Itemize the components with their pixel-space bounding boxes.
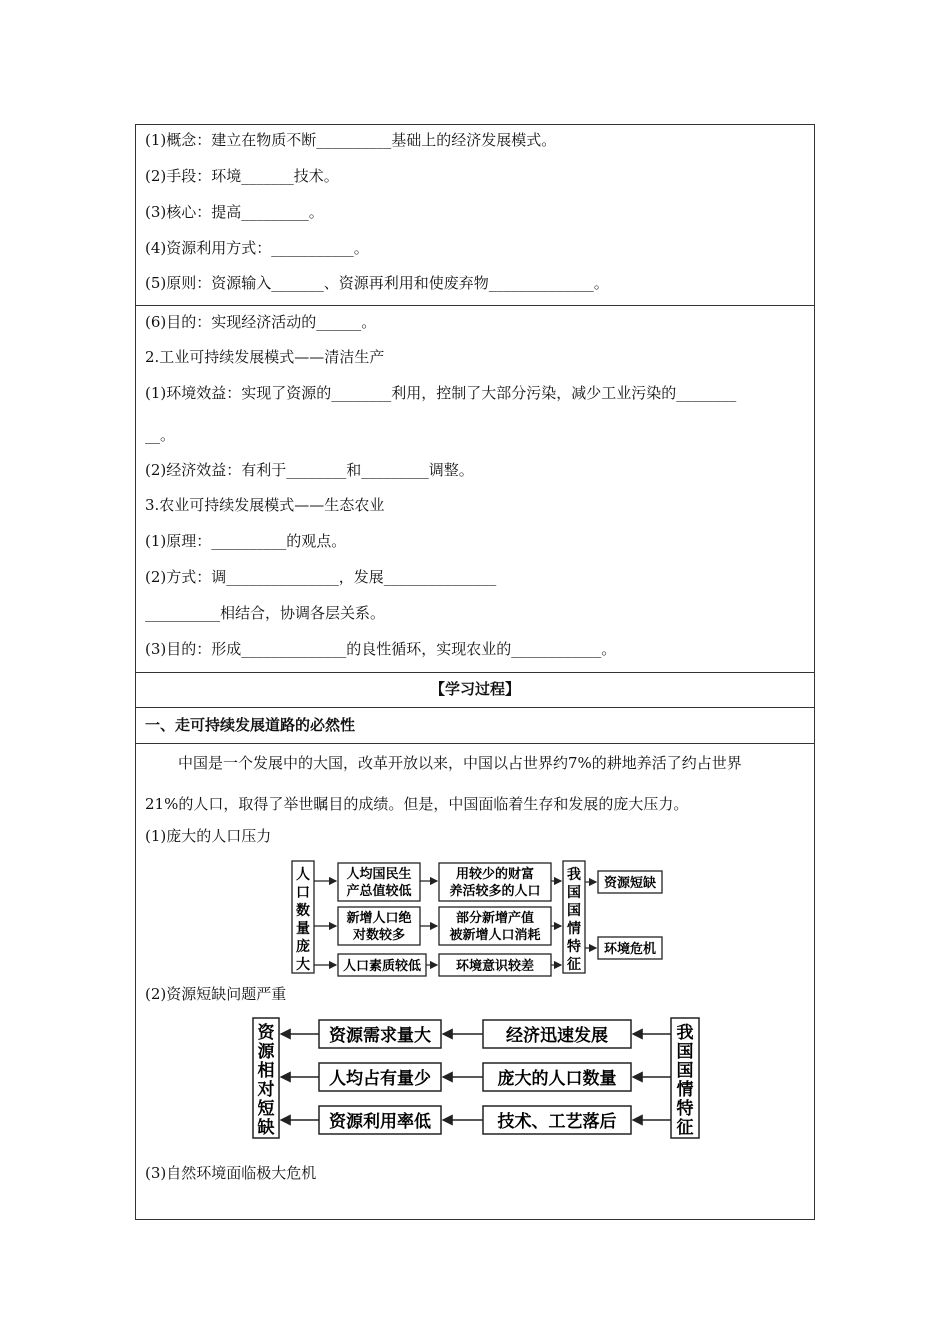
left-char: 口 bbox=[296, 885, 310, 901]
right-char: 特 bbox=[676, 1099, 694, 1119]
text-line: (1)概念：建立在物质不断__________基础上的经济发展模式。 bbox=[145, 131, 557, 149]
box-text: 资源需求量大 bbox=[329, 1026, 431, 1046]
right-char: 国 bbox=[676, 1061, 694, 1081]
box-text: 被新增人口消耗 bbox=[449, 928, 541, 943]
section-header: 【学习过程】 bbox=[429, 680, 520, 698]
box-text: 环境危机 bbox=[603, 942, 657, 957]
divider bbox=[135, 672, 815, 673]
box-text: 部分新增产值 bbox=[455, 911, 535, 926]
left-char: 庞 bbox=[296, 939, 310, 955]
text-line: (2)手段：环境_______技术。 bbox=[145, 167, 339, 185]
population-pressure-diagram bbox=[280, 855, 680, 980]
mid-char: 征 bbox=[567, 957, 581, 973]
paragraph-line: 21%的人口，取得了举世瞩目的成绩。但是，中国面临着生存和发展的庞大压力。 bbox=[145, 795, 689, 813]
left-char: 资 bbox=[257, 1023, 275, 1043]
box-text: 产总值较低 bbox=[346, 884, 412, 899]
box-text: 人均占有量少 bbox=[329, 1069, 431, 1089]
text-line: (2)经济效益：有利于________和_________调整。 bbox=[145, 461, 474, 479]
section-heading: 一、走可持续发展道路的必然性 bbox=[145, 716, 356, 734]
left-char: 源 bbox=[257, 1042, 275, 1062]
list-item: (1)庞大的人口压力 bbox=[145, 827, 272, 845]
box-text: 资源短缺 bbox=[603, 876, 657, 891]
box-text: 人口素质较低 bbox=[342, 959, 422, 974]
right-char: 国 bbox=[676, 1042, 694, 1062]
box-text: 资源利用率低 bbox=[329, 1112, 431, 1132]
mid-char: 特 bbox=[567, 939, 581, 955]
box-text: 养活较多的人口 bbox=[449, 884, 541, 899]
divider bbox=[135, 707, 815, 708]
text-line: (4)资源利用方式：___________。 bbox=[145, 239, 369, 257]
left-char: 短 bbox=[257, 1099, 275, 1119]
text-line: (1)环境效益：实现了资源的________利用，控制了大部分污染，减少工业污染的________ bbox=[145, 384, 737, 402]
text-line: (2)方式：调_______________，发展_______________ bbox=[145, 568, 497, 586]
right-char: 我 bbox=[676, 1023, 694, 1043]
left-char: 对 bbox=[257, 1080, 275, 1100]
list-item: (3)自然环境面临极大危机 bbox=[145, 1164, 317, 1182]
resource-shortage-diagram bbox=[245, 1010, 705, 1145]
mid-char: 国 bbox=[567, 885, 581, 901]
text-line: __________相结合，协调各层关系。 bbox=[145, 604, 386, 622]
box-text: 经济迅速发展 bbox=[506, 1026, 608, 1046]
divider bbox=[135, 305, 815, 306]
box-text: 环境意识较差 bbox=[455, 959, 535, 974]
left-char: 人 bbox=[296, 867, 310, 883]
left-char: 数 bbox=[296, 903, 310, 919]
text-line: (3)核心：提高_________。 bbox=[145, 203, 324, 221]
box-text: 对数较多 bbox=[352, 928, 406, 943]
box-text: 技术、工艺落后 bbox=[497, 1112, 617, 1132]
text-line: (6)目的：实现经济活动的______。 bbox=[145, 313, 377, 331]
left-char: 缺 bbox=[257, 1118, 275, 1138]
divider bbox=[135, 743, 815, 744]
right-char: 情 bbox=[676, 1080, 694, 1100]
text-line: (3)目的：形成______________的良性循环，实现农业的____________。 bbox=[145, 640, 617, 658]
list-item: (2)资源短缺问题严重 bbox=[145, 985, 287, 1003]
text-line: 3.农业可持续发展模式——生态农业 bbox=[145, 496, 385, 514]
left-char: 量 bbox=[296, 921, 310, 937]
mid-char: 情 bbox=[567, 921, 581, 937]
mid-char: 国 bbox=[567, 903, 581, 919]
left-char: 相 bbox=[257, 1061, 275, 1081]
paragraph-line: 中国是一个发展中的大国，改革开放以来，中国以占世界约7%的耕地养活了约占世界 bbox=[178, 754, 742, 772]
text-line: (1)原理：__________的观点。 bbox=[145, 532, 347, 550]
text-line: __。 bbox=[145, 426, 176, 444]
text-line: 2.工业可持续发展模式——清洁生产 bbox=[145, 348, 385, 366]
text-line: (5)原则：资源输入_______、资源再利用和使废弃物______________。 bbox=[145, 274, 609, 292]
box-text: 庞大的人口数量 bbox=[497, 1069, 617, 1089]
box-text: 新增人口绝 bbox=[346, 911, 412, 926]
box-text: 用较少的财富 bbox=[455, 867, 535, 882]
right-char: 征 bbox=[676, 1118, 694, 1138]
left-char: 大 bbox=[296, 957, 310, 973]
mid-char: 我 bbox=[567, 867, 581, 883]
box-text: 人均国民生 bbox=[346, 867, 412, 882]
